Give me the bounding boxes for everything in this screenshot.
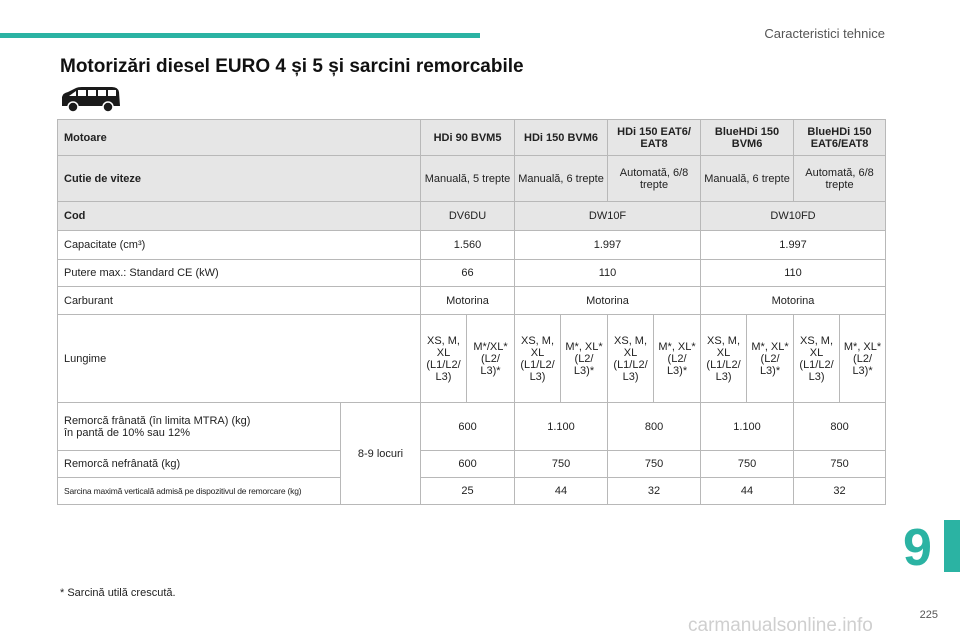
- length-cell: M*, XL* (L2/ L3)*: [561, 315, 608, 403]
- gearbox-cell: Manuală, 5 trepte: [421, 156, 515, 202]
- table-row-length: [58, 315, 886, 403]
- row-label-vertical-load: Sarcina maximă verticală admisă pe dispozitivul de remorcare (kg): [58, 478, 341, 505]
- braked-cell: 800: [608, 403, 701, 451]
- chapter-number: 9: [903, 519, 932, 577]
- page-title: Motorizări diesel EURO 4 și 5 și sarcini remorcabile: [60, 56, 524, 77]
- seats-cell: 8-9 locuri: [341, 403, 421, 505]
- gearbox-cell: Automată, 6/8 trepte: [608, 156, 701, 202]
- length-cell: XS, M, XL (L1/L2/ L3): [701, 315, 747, 403]
- vertical-load-cell: 25: [421, 478, 515, 505]
- power-cell: 110: [515, 260, 701, 287]
- engine-cell: BlueHDi 150 BVM6: [701, 120, 794, 156]
- engine-cell: BlueHDi 150 EAT6/EAT8: [794, 120, 886, 156]
- footnote: * Sarcină utilă crescută.: [60, 587, 176, 599]
- vertical-load-cell: 44: [701, 478, 794, 505]
- row-label-length: Lungime: [58, 315, 421, 403]
- table-row-power: [58, 260, 886, 287]
- length-cell: XS, M, XL (L1/L2/ L3): [515, 315, 561, 403]
- row-label-braked-trailer: [58, 403, 341, 451]
- row-label-fuel: Carburant: [58, 287, 421, 315]
- row-label-engines: Motoare: [58, 120, 421, 156]
- fuel-cell: Motorina: [421, 287, 515, 315]
- fuel-cell: Motorina: [701, 287, 886, 315]
- table-row-gearbox: [58, 156, 886, 202]
- van-icon: [58, 84, 122, 114]
- unbraked-cell: 750: [608, 451, 701, 478]
- table-row-capacity: [58, 231, 886, 260]
- code-cell: DW10F: [515, 202, 701, 231]
- row-label-unbraked-trailer: Remorcă nefrânată (kg): [58, 451, 341, 478]
- length-cell: M*, XL* (L2/ L3)*: [654, 315, 701, 403]
- unbraked-cell: 600: [421, 451, 515, 478]
- chapter-tab: [944, 520, 960, 572]
- braked-label-line1: Remorcă frânată (în limita MTRA) (kg): [64, 414, 251, 427]
- gearbox-cell: Automată, 6/8 trepte: [794, 156, 886, 202]
- unbraked-cell: 750: [794, 451, 886, 478]
- row-label-capacity: Capacitate (cm³): [58, 231, 421, 260]
- braked-cell: 800: [794, 403, 886, 451]
- length-cell: M*, XL* (L2/ L3)*: [840, 315, 886, 403]
- gearbox-cell: Manuală, 6 trepte: [701, 156, 794, 202]
- table-row-braked-trailer: [58, 403, 886, 451]
- page-number: 225: [919, 609, 938, 621]
- engine-cell: HDi 90 BVM5: [421, 120, 515, 156]
- unbraked-cell: 750: [515, 451, 608, 478]
- power-cell: 110: [701, 260, 886, 287]
- length-cell: XS, M, XL (L1/L2/ L3): [608, 315, 654, 403]
- table-row-vertical-load: [58, 478, 886, 505]
- capacity-cell: 1.560: [421, 231, 515, 260]
- length-cell: M*, XL* (L2/ L3)*: [747, 315, 794, 403]
- engine-spec-table: [57, 119, 886, 505]
- row-label-code: Cod: [58, 202, 421, 231]
- vertical-load-cell: 44: [515, 478, 608, 505]
- gearbox-cell: Manuală, 6 trepte: [515, 156, 608, 202]
- section-title: Caracteristici tehnice: [764, 26, 885, 41]
- watermark: carmanualsonline.info: [688, 615, 873, 636]
- top-accent-bar: [0, 33, 480, 38]
- length-cell: M*/XL* (L2/ L3)*: [467, 315, 515, 403]
- capacity-cell: 1.997: [515, 231, 701, 260]
- capacity-cell: 1.997: [701, 231, 886, 260]
- code-cell: DV6DU: [421, 202, 515, 231]
- braked-cell: 600: [421, 403, 515, 451]
- vertical-load-cell: 32: [608, 478, 701, 505]
- table-row-unbraked-trailer: [58, 451, 886, 478]
- engine-cell: HDi 150 EAT6/ EAT8: [608, 120, 701, 156]
- power-cell: 66: [421, 260, 515, 287]
- engine-cell: HDi 150 BVM6: [515, 120, 608, 156]
- table-row-engines: [58, 120, 886, 156]
- table-row-fuel: [58, 287, 886, 315]
- vertical-load-cell: 32: [794, 478, 886, 505]
- length-cell: XS, M, XL (L1/L2/ L3): [794, 315, 840, 403]
- braked-cell: 1.100: [515, 403, 608, 451]
- braked-label-line2: în pantă de 10% sau 12%: [64, 426, 190, 439]
- table-row-code: [58, 202, 886, 231]
- code-cell: DW10FD: [701, 202, 886, 231]
- length-cell: XS, M, XL (L1/L2/ L3): [421, 315, 467, 403]
- fuel-cell: Motorina: [515, 287, 701, 315]
- braked-cell: 1.100: [701, 403, 794, 451]
- row-label-power: Putere max.: Standard CE (kW): [58, 260, 421, 287]
- row-label-gearbox: Cutie de viteze: [58, 156, 421, 202]
- unbraked-cell: 750: [701, 451, 794, 478]
